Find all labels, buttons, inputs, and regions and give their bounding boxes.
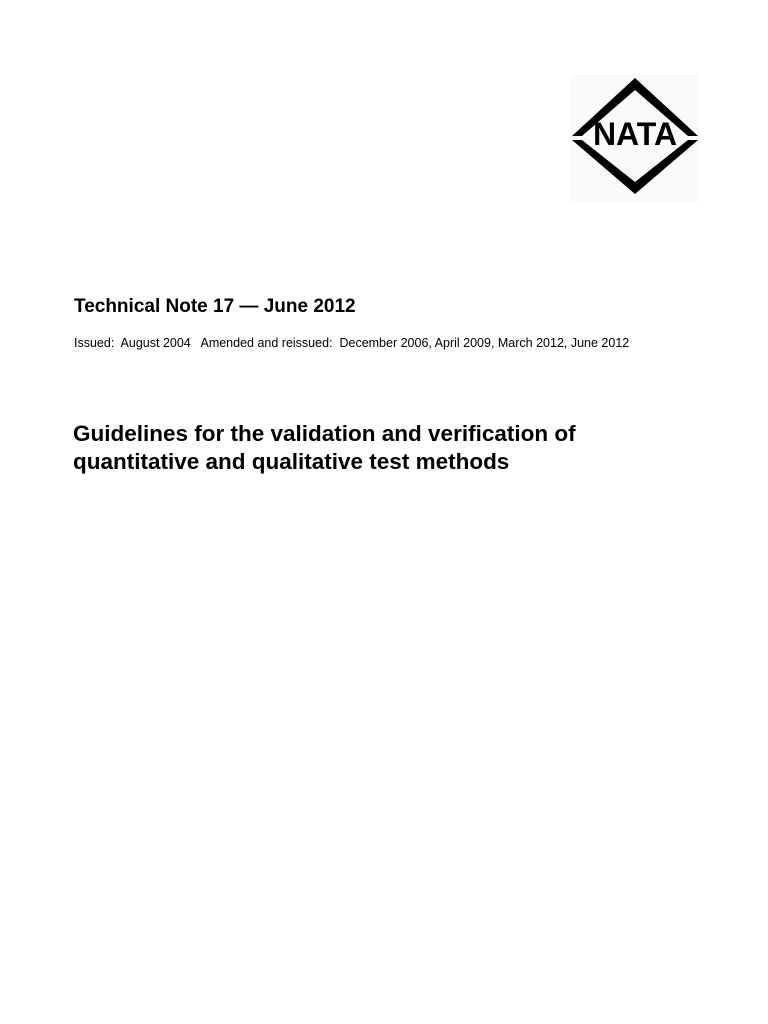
nata-logo [571, 74, 699, 202]
document-title-line-2: quantitative and qualitative test methods [73, 449, 510, 474]
document-title [73, 420, 693, 476]
document-title-line-1: Guidelines for the validation and verification of [73, 421, 576, 446]
technical-note-heading: Technical Note 17 — June 2012 [74, 296, 356, 317]
logo-wordmark: NATA [592, 116, 678, 152]
issue-history: Issued: August 2004 Amended and reissued: December 2006, April 2009, March 2012, June 2012 [74, 336, 630, 350]
